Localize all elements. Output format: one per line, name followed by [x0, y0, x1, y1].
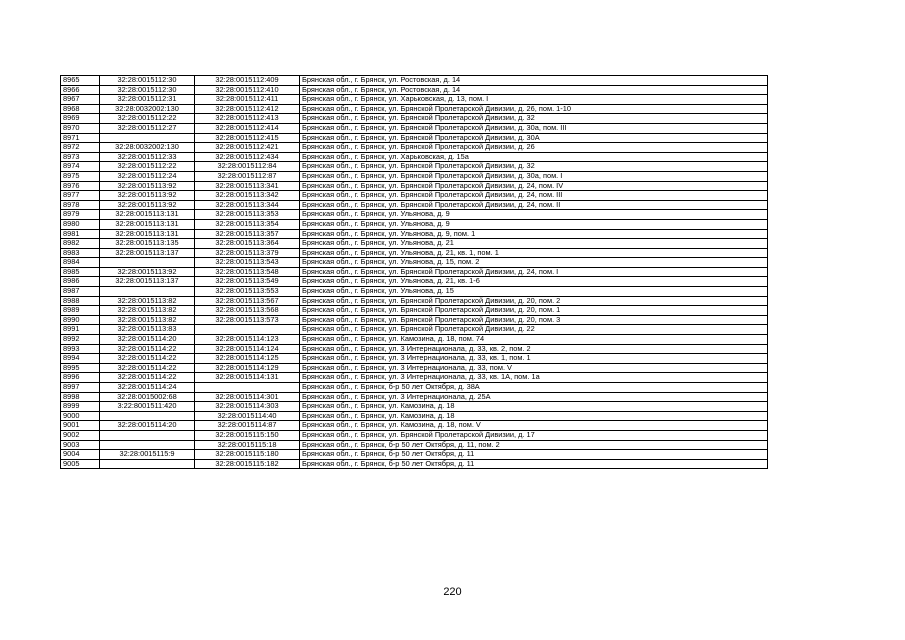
cadastral-number-cell: [195, 325, 300, 335]
cadastral-number-cell: 32:28:0015112:421: [195, 143, 300, 153]
row-number-cell: 9004: [61, 450, 100, 460]
table-row: [61, 200, 768, 210]
parent-cadastral-cell: 32:28:0032002:130: [100, 104, 195, 114]
address-cell: Брянская обл., г. Брянск, ул. Брянской Пролетарской Дивизии, д. 22: [300, 325, 768, 335]
address-cell: Брянская обл., г. Брянск, ул. 3 Интернационала, д. 33, кв. 1, пом. 1: [300, 354, 768, 364]
table-row: [61, 335, 768, 345]
table-row: [61, 363, 768, 373]
cadastral-number-cell: 32:28:0015114:129: [195, 363, 300, 373]
address-cell: Брянская обл., г. Брянск, ул. Брянской Пролетарской Дивизии, д. 20, пом. 1: [300, 306, 768, 316]
row-number-cell: 9002: [61, 430, 100, 440]
cadastral-number-cell: 32:28:0015112:412: [195, 104, 300, 114]
parent-cadastral-cell: 32:28:0015113:83: [100, 325, 195, 335]
address-cell: Брянская обл., г. Брянск, ул. 3 Интернационала, д. 33, кв. 2, пом. 2: [300, 344, 768, 354]
cadastral-number-cell: 32:28:0015115:150: [195, 430, 300, 440]
row-number-cell: 8967: [61, 95, 100, 105]
address-cell: Брянская обл., г. Брянск, ул. Брянской Пролетарской Дивизии, д. 24, пом. III: [300, 191, 768, 201]
table-row: [61, 181, 768, 191]
table-row: [61, 430, 768, 440]
row-number-cell: 8999: [61, 402, 100, 412]
row-number-cell: 9001: [61, 421, 100, 431]
table-row: [61, 85, 768, 95]
cadastral-number-cell: 32:28:0015112:87: [195, 171, 300, 181]
parent-cadastral-cell: [100, 440, 195, 450]
row-number-cell: 8970: [61, 123, 100, 133]
registry-table-body: [61, 76, 768, 469]
address-cell: Брянская обл., г. Брянск, б-р 50 лет Октября, д. 38А: [300, 383, 768, 393]
address-cell: Брянская обл., г. Брянск, ул. Ульянова, д. 21, кв. 1-6: [300, 277, 768, 287]
parent-cadastral-cell: 32:28:0015113:137: [100, 248, 195, 258]
row-number-cell: 9003: [61, 440, 100, 450]
cadastral-number-cell: 32:28:0015113:567: [195, 296, 300, 306]
address-cell: Брянская обл., г. Брянск, ул. Камозина, д. 18: [300, 411, 768, 421]
table-row: [61, 76, 768, 86]
address-cell: Брянская обл., г. Брянск, ул. Ульянова, д. 9: [300, 210, 768, 220]
address-cell: Брянская обл., г. Брянск, ул. Харьковская, д. 13, пом. I: [300, 95, 768, 105]
row-number-cell: 8990: [61, 315, 100, 325]
cadastral-number-cell: [195, 383, 300, 393]
cadastral-number-cell: 32:28:0015113:341: [195, 181, 300, 191]
parent-cadastral-cell: 32:28:0032002:130: [100, 143, 195, 153]
parent-cadastral-cell: 32:28:0015112:30: [100, 85, 195, 95]
row-number-cell: 8977: [61, 191, 100, 201]
address-cell: Брянская обл., г. Брянск, ул. Брянской Пролетарской Дивизии, д. 30а, пом. I: [300, 171, 768, 181]
address-cell: Брянская обл., г. Брянск, ул. Брянской Пролетарской Дивизии, д. 26: [300, 143, 768, 153]
address-cell: Брянская обл., г. Брянск, ул. Ульянова, д. 21: [300, 239, 768, 249]
parent-cadastral-cell: 32:28:0015113:82: [100, 306, 195, 316]
address-cell: Брянская обл., г. Брянск, ул. Камозина, д. 18: [300, 402, 768, 412]
parent-cadastral-cell: 32:28:0015114:20: [100, 421, 195, 431]
cadastral-number-cell: 32:28:0015113:548: [195, 267, 300, 277]
parent-cadastral-cell: [100, 459, 195, 469]
table-row: [61, 267, 768, 277]
parent-cadastral-cell: 32:28:0015113:137: [100, 277, 195, 287]
table-row: [61, 143, 768, 153]
row-number-cell: 8976: [61, 181, 100, 191]
address-cell: Брянская обл., г. Брянск, ул. Ростовская, д. 14: [300, 85, 768, 95]
parent-cadastral-cell: 32:28:0015112:27: [100, 123, 195, 133]
table-row: [61, 440, 768, 450]
address-cell: Брянская обл., г. Брянск, ул. Брянской Пролетарской Дивизии, д. 20, пом. 3: [300, 315, 768, 325]
address-cell: Брянская обл., г. Брянск, б-р 50 лет Октября, д. 11: [300, 450, 768, 460]
row-number-cell: 8988: [61, 296, 100, 306]
parent-cadastral-cell: 32:28:0015112:31: [100, 95, 195, 105]
row-number-cell: 8968: [61, 104, 100, 114]
page-number: 220: [443, 586, 462, 598]
cadastral-number-cell: 32:28:0015114:124: [195, 344, 300, 354]
row-number-cell: 8995: [61, 363, 100, 373]
cadastral-number-cell: 32:28:0015115:180: [195, 450, 300, 460]
row-number-cell: 8993: [61, 344, 100, 354]
parent-cadastral-cell: 32:28:0015112:22: [100, 114, 195, 124]
address-cell: Брянская обл., г. Брянск, ул. Брянской Пролетарской Дивизии, д. 32: [300, 114, 768, 124]
row-number-cell: 9005: [61, 459, 100, 469]
row-number-cell: 8966: [61, 85, 100, 95]
address-cell: Брянская обл., г. Брянск, ул. Брянской Пролетарской Дивизии, д. 24, пом. IV: [300, 181, 768, 191]
parent-cadastral-cell: [100, 258, 195, 268]
parent-cadastral-cell: [100, 287, 195, 297]
cadastral-number-cell: 32:28:0015112:413: [195, 114, 300, 124]
row-number-cell: 8986: [61, 277, 100, 287]
address-cell: Брянская обл., г. Брянск, ул. Брянской Пролетарской Дивизии, д. 17: [300, 430, 768, 440]
cadastral-number-cell: 32:28:0015113:357: [195, 229, 300, 239]
table-row: [61, 258, 768, 268]
cadastral-number-cell: 32:28:0015114:301: [195, 392, 300, 402]
table-row: [61, 325, 768, 335]
table-row: [61, 152, 768, 162]
row-number-cell: 8992: [61, 335, 100, 345]
row-number-cell: 8973: [61, 152, 100, 162]
parent-cadastral-cell: 32:28:0015113:131: [100, 210, 195, 220]
cadastral-number-cell: 32:28:0015114:40: [195, 411, 300, 421]
address-cell: Брянская обл., г. Брянск, ул. Ульянова, д. 15: [300, 287, 768, 297]
parent-cadastral-cell: 32:28:0015113:82: [100, 315, 195, 325]
parent-cadastral-cell: 32:28:0015112:30: [100, 76, 195, 86]
parent-cadastral-cell: 32:28:0015113:135: [100, 239, 195, 249]
address-cell: Брянская обл., г. Брянск, ул. Камозина, д. 18, пом. 74: [300, 335, 768, 345]
table-row: [61, 229, 768, 239]
address-cell: Брянская обл., г. Брянск, б-р 50 лет Октября, д. 11: [300, 459, 768, 469]
table-row: [61, 114, 768, 124]
table-row: [61, 450, 768, 460]
cadastral-number-cell: 32:28:0015114:125: [195, 354, 300, 364]
row-number-cell: 8985: [61, 267, 100, 277]
parent-cadastral-cell: 32:28:0015114:22: [100, 344, 195, 354]
table-row: [61, 162, 768, 172]
row-number-cell: 8983: [61, 248, 100, 258]
address-cell: Брянская обл., г. Брянск, ул. 3 Интернационала, д. 25А: [300, 392, 768, 402]
parent-cadastral-cell: 32:28:0015114:22: [100, 354, 195, 364]
cadastral-number-cell: 32:28:0015113:344: [195, 200, 300, 210]
row-number-cell: 8987: [61, 287, 100, 297]
table-row: [61, 104, 768, 114]
cadastral-number-cell: 32:28:0015113:568: [195, 306, 300, 316]
parent-cadastral-cell: 3:22:8001511:420: [100, 402, 195, 412]
parent-cadastral-cell: 32:28:0015112:24: [100, 171, 195, 181]
cadastral-number-cell: 32:28:0015112:415: [195, 133, 300, 143]
address-cell: Брянская обл., г. Брянск, ул. Брянской Пролетарской Дивизии, д. 24, пом. II: [300, 200, 768, 210]
row-number-cell: 8994: [61, 354, 100, 364]
row-number-cell: 8978: [61, 200, 100, 210]
table-row: [61, 219, 768, 229]
property-registry-table: [60, 75, 768, 469]
table-row: [61, 191, 768, 201]
address-cell: Брянская обл., г. Брянск, ул. Брянской Пролетарской Дивизии, д. 20, пом. 2: [300, 296, 768, 306]
parent-cadastral-cell: 32:28:0015113:82: [100, 296, 195, 306]
address-cell: Брянская обл., г. Брянск, ул. Брянской Пролетарской Дивизии, д. 26, пом. 1-10: [300, 104, 768, 114]
cadastral-number-cell: 32:28:0015113:543: [195, 258, 300, 268]
cadastral-number-cell: 32:28:0015113:379: [195, 248, 300, 258]
row-number-cell: 8971: [61, 133, 100, 143]
address-cell: Брянская обл., г. Брянск, ул. Брянской Пролетарской Дивизии, д. 32: [300, 162, 768, 172]
table-row: [61, 171, 768, 181]
table-row: [61, 123, 768, 133]
address-cell: Брянская обл., г. Брянск, ул. Ульянова, д. 9: [300, 219, 768, 229]
table-row: [61, 133, 768, 143]
parent-cadastral-cell: 32:28:0015114:22: [100, 373, 195, 383]
row-number-cell: 8984: [61, 258, 100, 268]
cadastral-number-cell: 32:28:0015112:409: [195, 76, 300, 86]
row-number-cell: 8975: [61, 171, 100, 181]
address-cell: Брянская обл., г. Брянск, ул. Брянской Пролетарской Дивизии, д. 24, пом. I: [300, 267, 768, 277]
parent-cadastral-cell: 32:28:0015114:20: [100, 335, 195, 345]
row-number-cell: 8998: [61, 392, 100, 402]
address-cell: Брянская обл., г. Брянск, ул. Харьковская, д. 15а: [300, 152, 768, 162]
row-number-cell: 8980: [61, 219, 100, 229]
address-cell: Брянская обл., г. Брянск, ул. Брянской Пролетарской Дивизии, д. 30а, пом. III: [300, 123, 768, 133]
row-number-cell: 8996: [61, 373, 100, 383]
parent-cadastral-cell: 32:28:0015112:33: [100, 152, 195, 162]
cadastral-number-cell: 32:28:0015114:87: [195, 421, 300, 431]
parent-cadastral-cell: [100, 430, 195, 440]
table-row: [61, 383, 768, 393]
address-cell: Брянская обл., г. Брянск, ул. Ульянова, д. 9, пом. 1: [300, 229, 768, 239]
row-number-cell: 8991: [61, 325, 100, 335]
parent-cadastral-cell: 32:28:0015113:131: [100, 219, 195, 229]
parent-cadastral-cell: 32:28:0015002:68: [100, 392, 195, 402]
parent-cadastral-cell: 32:28:0015114:22: [100, 363, 195, 373]
row-number-cell: 8972: [61, 143, 100, 153]
table-row: [61, 411, 768, 421]
address-cell: Брянская обл., г. Брянск, ул. 3 Интернационала, д. 33, пом. V: [300, 363, 768, 373]
table-row: [61, 373, 768, 383]
address-cell: Брянская обл., г. Брянск, ул. 3 Интернационала, д. 33, кв. 1А, пом. 1а: [300, 373, 768, 383]
table-row: [61, 95, 768, 105]
cadastral-number-cell: 32:28:0015115:182: [195, 459, 300, 469]
row-number-cell: 8982: [61, 239, 100, 249]
parent-cadastral-cell: 32:28:0015113:92: [100, 181, 195, 191]
cadastral-number-cell: 32:28:0015114:131: [195, 373, 300, 383]
cadastral-number-cell: 32:28:0015113:353: [195, 210, 300, 220]
table-row: [61, 287, 768, 297]
address-cell: Брянская обл., г. Брянск, ул. Ростовская, д. 14: [300, 76, 768, 86]
table-row: [61, 392, 768, 402]
row-number-cell: 8997: [61, 383, 100, 393]
cadastral-number-cell: 32:28:0015112:411: [195, 95, 300, 105]
cadastral-number-cell: 32:28:0015112:84: [195, 162, 300, 172]
parent-cadastral-cell: 32:28:0015112:22: [100, 162, 195, 172]
address-cell: Брянская обл., г. Брянск, ул. Брянской Пролетарской Дивизии, д. 30А: [300, 133, 768, 143]
row-number-cell: 8989: [61, 306, 100, 316]
table-row: [61, 402, 768, 412]
cadastral-number-cell: 32:28:0015113:342: [195, 191, 300, 201]
row-number-cell: 8965: [61, 76, 100, 86]
parent-cadastral-cell: 32:28:0015113:131: [100, 229, 195, 239]
cadastral-number-cell: 32:28:0015112:410: [195, 85, 300, 95]
parent-cadastral-cell: 32:28:0015115:9: [100, 450, 195, 460]
table-row: [61, 248, 768, 258]
row-number-cell: 8969: [61, 114, 100, 124]
address-cell: Брянская обл., г. Брянск, б-р 50 лет Октября, д. 11, пом. 2: [300, 440, 768, 450]
row-number-cell: 8979: [61, 210, 100, 220]
cadastral-number-cell: 32:28:0015113:573: [195, 315, 300, 325]
table-row: [61, 239, 768, 249]
cadastral-number-cell: 32:28:0015112:414: [195, 123, 300, 133]
cadastral-number-cell: 32:28:0015113:549: [195, 277, 300, 287]
row-number-cell: 8974: [61, 162, 100, 172]
cadastral-number-cell: 32:28:0015113:553: [195, 287, 300, 297]
parent-cadastral-cell: 32:28:0015113:92: [100, 267, 195, 277]
table-row: [61, 315, 768, 325]
address-cell: Брянская обл., г. Брянск, ул. Ульянова, д. 21, кв. 1, пом. 1: [300, 248, 768, 258]
row-number-cell: 9000: [61, 411, 100, 421]
address-cell: Брянская обл., г. Брянск, ул. Ульянова, д. 15, пом. 2: [300, 258, 768, 268]
cadastral-number-cell: 32:28:0015113:354: [195, 219, 300, 229]
parent-cadastral-cell: 32:28:0015113:92: [100, 191, 195, 201]
table-row: [61, 354, 768, 364]
cadastral-number-cell: 32:28:0015115:18: [195, 440, 300, 450]
parent-cadastral-cell: 32:28:0015113:92: [100, 200, 195, 210]
table-row: [61, 421, 768, 431]
parent-cadastral-cell: [100, 411, 195, 421]
cadastral-number-cell: 32:28:0015112:434: [195, 152, 300, 162]
table-row: [61, 306, 768, 316]
table-row: [61, 296, 768, 306]
table-row: [61, 344, 768, 354]
row-number-cell: 8981: [61, 229, 100, 239]
parent-cadastral-cell: [100, 133, 195, 143]
cadastral-number-cell: 32:28:0015114:123: [195, 335, 300, 345]
table-row: [61, 277, 768, 287]
cadastral-number-cell: 32:28:0015114:303: [195, 402, 300, 412]
parent-cadastral-cell: 32:28:0015114:24: [100, 383, 195, 393]
address-cell: Брянская обл., г. Брянск, ул. Камозина, д. 18, пом. V: [300, 421, 768, 431]
table-row: [61, 210, 768, 220]
cadastral-number-cell: 32:28:0015113:364: [195, 239, 300, 249]
table-row: [61, 459, 768, 469]
